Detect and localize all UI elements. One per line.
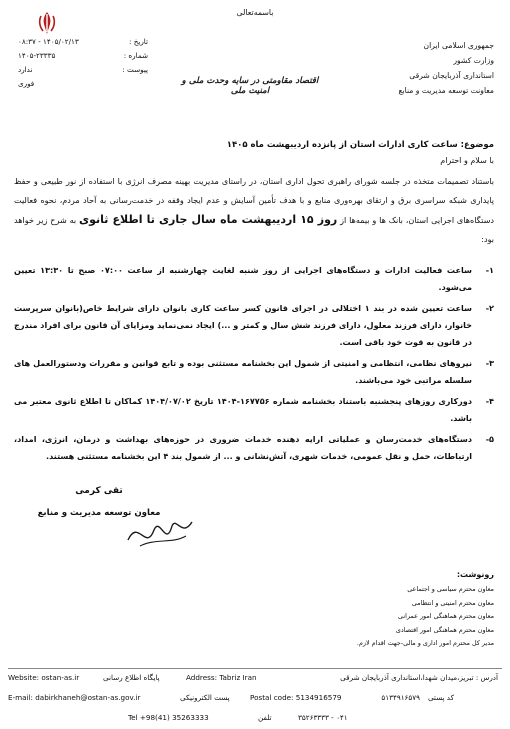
item-number: ۱- [485,265,494,275]
org-line: وزارت کشور [453,56,494,65]
signer-role: معاون توسعه مدیریت و منابع [37,508,161,518]
meta-priority [18,76,148,90]
meta-label: پیوست : [122,64,148,74]
footer-row-web [8,673,502,689]
org-line: معاونت توسعه مدیریت و منابع [398,86,494,95]
org-line: جمهوری اسلامی ایران [423,41,494,50]
cc-line: معاون محترم هماهنگی امور عمرانی [398,612,494,620]
list-item [14,431,494,465]
intro-emphasis: روز ۱۵ اردیبهشت ماه سال جاری تا اطلاع ثانوی [79,213,338,226]
footer-address-fa: آدرس : تبریز،میدان شهدا،استانداری آذربایجان شرقی [340,673,498,682]
intro-paragraph [14,172,494,249]
item-text: ساعت تعیین شده در بند ۱ اختلالی در اجرای قانون کسر ساعت کاری بانوان دارای شرایط خاص(بانوان سرپرست خانوار، دارای فرزند معلول، دارای فرزند شش سال و کمتر و ...) ایجاد نمی‌نماید ومزایای آن قانون برای افراد مندرج در قانون به قوت خود باقی است. [14,303,472,347]
footer-portal: پایگاه اطلاع رسانی [103,673,160,682]
footer-address-en: Address: Tabriz Iran [186,673,257,682]
list-item [14,393,494,427]
cc-title: رونوشت: [456,570,494,579]
list-item [14,355,494,389]
item-number: ۴- [485,396,494,406]
basmala: باسمه‌تعالی [236,8,274,17]
item-number: ۳- [485,358,494,368]
handwritten-signature-icon [120,508,200,558]
footer-row-contact [8,693,502,709]
footer-website: Website: ostan-as.ir [8,673,80,682]
meta-value: فوری [18,78,35,88]
item-number: ۲- [485,303,494,313]
meta-value: ۱۴۰۵/۰۲/۱۳ - ۰۸:۳۷ [18,36,79,46]
list-item [14,300,494,351]
signer-name: تقی کرمی [75,486,123,496]
cc-block [214,570,494,651]
meta-attachment [18,62,148,76]
item-text: دورکاری روزهای پنجشنبه باستناد بخشنامه شماره ۱۶۷۷۵۶-۱۴۰۴ تاریخ ۱۴۰۴/۰۷/۰۲ کماکان تا اطلاع ثانوی معتبر می باشد. [14,396,472,423]
meta-label: تاریخ : [128,36,148,46]
meta-label: شماره : [123,50,148,60]
footer-email-label: پست الکترونیکی [180,693,230,702]
cc-line: معاون محترم هماهنگی امور اقتصادی [395,625,494,634]
meta-number [18,48,148,62]
item-text: دستگاه‌های خدمت‌رسان و عملیاتی ارایه دهنده خدمات ضروری در حوزه‌های بهداشت و درمان، انرژی، امداد، ارتباطات، حمل و نقل عمومی، خدمات شهری، آتش‌نشانی و ... از شمول بند ۴ این بخشنامه مستثنی هستند. [14,434,472,461]
intro-text: باستناد تصمیمات متخذه در جلسه شورای راهبری تحول اداری استان، در راستای مدیریت بهینه مصرف انرژی با استفاده از نور طبیعی و حفظ پایداری شبکه سراسری برق و ارتقای بهره‌وری منابع و با هدف تأمین آسایش و عدم ایجاد وقفه در خدمت‌رسانی به آحاد مردم، نحوه فعالیت دستگاه‌های اجرایی استان، بانک ها و بیمه‌ها از [14,176,494,225]
letter-subject: موضوع: ساعت کاری ادارات استان از پانزده اردیبهشت ماه ۱۴۰۵ [226,140,494,150]
footer-email: E-mail: dabirkhaneh@ostan-as.gov.ir [8,693,141,702]
meta-date [18,34,148,48]
organization-header [344,38,494,98]
greeting: با سلام و احترام [440,156,494,165]
footer-postal-label: کد پستی [427,693,454,702]
cc-line: معاون محترم سیاسی و اجتماعی [407,585,494,593]
directive-list [14,262,494,469]
item-text: ساعت فعالیت ادارات و دستگاه‌های اجرایی از روز شنبه لغایت چهارشنبه از ساعت ۰۷:۰۰ صبح تا ۱۳:۳۰ تعیین می‌شود. [14,265,472,292]
item-number: ۵- [485,434,494,444]
cc-line: معاون محترم امنیتی و انتظامی [411,598,494,607]
footer-tel-en: Tel +98(41) 35263333 [128,713,209,722]
cc-line: مدیر کل محترم امور اداری و مالی-جهت اقدام لازم. [356,639,494,647]
list-item [14,262,494,296]
meta-value: ۱۴۰۵-۲۳۳۳۵ [18,50,56,60]
footer-row-tel [8,713,502,729]
intro-tail: به شرح زیر خواهد بود: [14,215,494,244]
letter-meta [18,34,148,90]
meta-value: ندارد [18,64,33,74]
letter-footer [8,668,502,722]
footer-tel-label: تلفن [258,713,272,722]
item-text: نیروهای نظامی، انتظامی و امنیتی از شمول این بخشنامه مستثنی بوده و تابع قوانین و مقررات ودستورالعمل های سلسله مراتبی خود می‌باشند. [14,358,472,385]
footer-postal-value: ۵۱۳۴۹۱۶۵۷۹ [381,693,420,702]
footer-tel-value: ۰۴۱ - ۳۵۲۶۳۳۳۳ [298,713,348,722]
slogan: اقتصاد مقاومتی در سایه وحدت ملی و امنیت ملی [181,76,319,96]
footer-postal-en: Postal code: 5134916579 [250,693,342,702]
org-line: استانداری آذربایجان شرقی [409,71,494,80]
